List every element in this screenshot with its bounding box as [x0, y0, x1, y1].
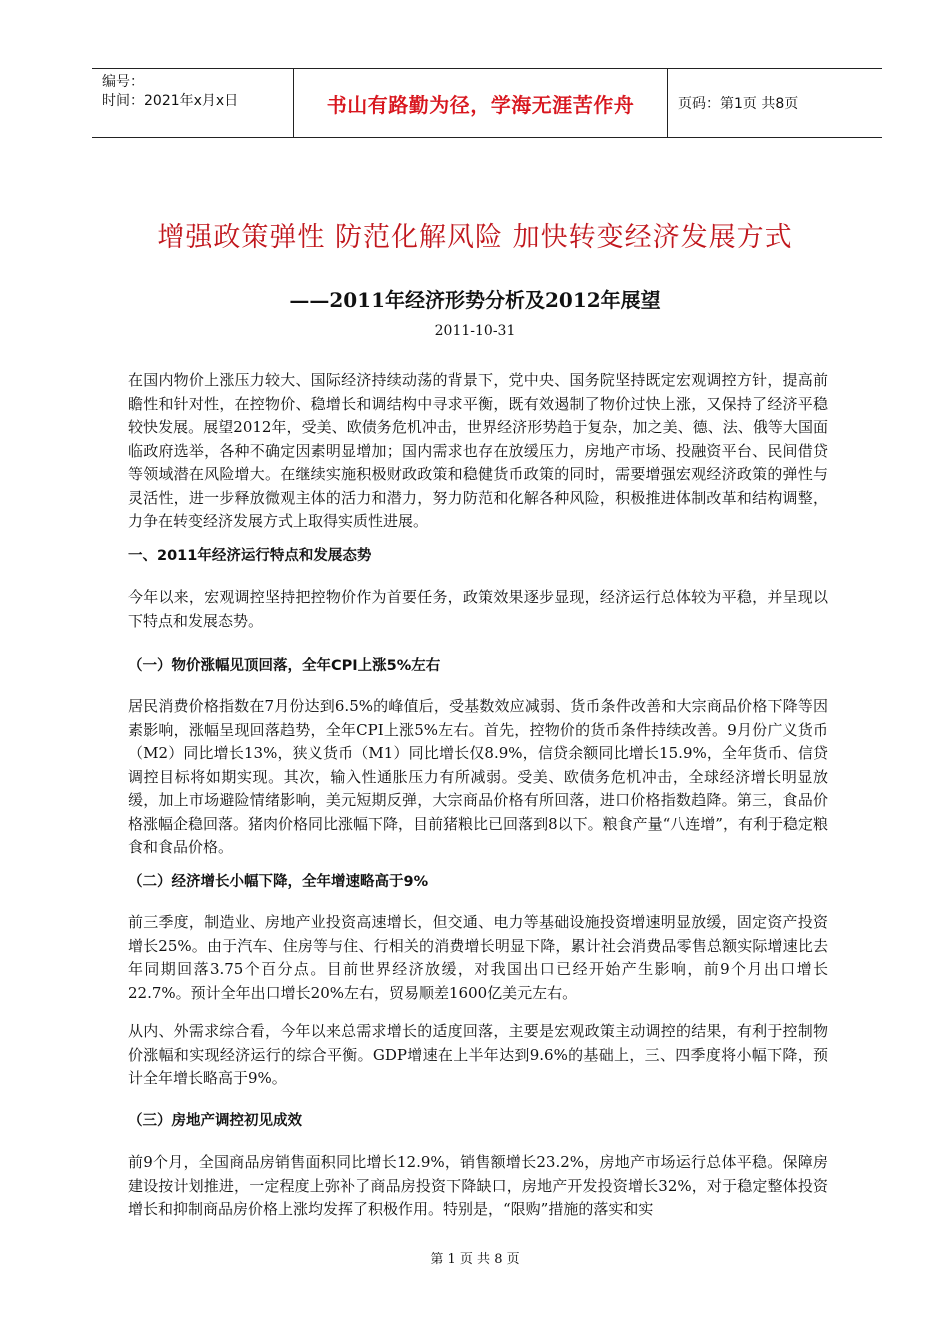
growth-paragraph-1	[128, 911, 828, 1005]
header-motto: 书山有路勤为径，学海无涯苦作舟	[294, 69, 668, 137]
cpi-text: 居民消费价格指数在7月份达到6.5%的峰值后，受基数效应减弱、货币条件改善和大宗商品价格下降等因素影响，涨幅呈现回落趋势，全年CPI上涨5%左右。首先，控物价的货币条件持续改善。9月份广义货币（M2）同比增长13%，狭义货币（M1）同比增长仅8.9%，信贷余额同比增长15.9%，全年货币、信贷调控目标将如期实现。其次，输入性通胀压力有所减弱。受美、欧债务危机冲击，全球经济增长明显放缓，加上市场避险情绪影响，美元短期反弹，大宗商品价格有所回落，进口价格指数趋降。第三，食品价格涨幅企稳回落。猪肉价格同比涨幅下降，目前猪粮比已回落到8以下。粮食产量“八连增”，有利于稳定粮食和食品价格。	[128, 697, 828, 856]
intro-text: 在国内物价上涨压力较大、国际经济持续动荡的背景下，党中央、国务院坚持既定宏观调控方针，提高前瞻性和针对性，在控物价、稳增长和调结构中寻求平衡，既有效遏制了物价过快上涨，又保持了经济平稳较快发展。展望2012年，受美、欧债务危机冲击，世界经济形势趋于复杂，加之美、德、法、俄等大国面临政府选举，各种不确定因素明显增加；国内需求也存在放缓压力，房地产市场、投融资平台、民间借贷等领域潜在风险增大。在继续实施积极财政政策和稳健货币政策的同时，需要增强宏观经济政策的弹性与灵活性，进一步释放微观主体的活力和潜力，努力防范和化解各种风险，积极推进体制改革和结构调整，力争在转变经济发展方式上取得实质性进展。	[128, 371, 828, 530]
time-label: 时间：2021年x月x日	[102, 93, 239, 109]
section1-heading: 一、2011年经济运行特点和发展态势	[128, 548, 372, 564]
document-subtitle: ——2011年经济形势分析及2012年展望	[289, 288, 661, 312]
header-page-info: 页码：第1页 共8页	[678, 96, 799, 112]
growth-text-1: 前三季度，制造业、房地产业投资高速增长，但交通、电力等基础设施投资增速明显放缓，固定资产投资增长25%。由于汽车、住房等与住、行相关的消费增长明显下降，累计社会消费品零售总额实际增速比去年同期回落3.75个百分点。目前世界经济放缓，对我国出口已经开始产生影响，前9个月出口增长22.7%。预计全年出口增长20%左右，贸易顺差1600亿美元左右。	[128, 913, 828, 1002]
cpi-paragraph	[128, 695, 828, 860]
intro-paragraph	[128, 369, 828, 534]
realestate-paragraph	[128, 1151, 828, 1222]
page-footer: 第 1 页 共 8 页	[430, 1252, 520, 1267]
document-date: 2011-10-31	[434, 323, 516, 339]
header-meta	[92, 69, 294, 137]
document-header	[92, 68, 882, 138]
subsection2-heading: （二）经济增长小幅下降，全年增速略高于9%	[128, 874, 429, 890]
subsection1-heading: （一）物价涨幅见顶回落，全年CPI上涨5%左右	[128, 658, 441, 674]
subsection3-heading: （三）房地产调控初见成效	[128, 1113, 302, 1129]
growth-paragraph-2	[128, 1020, 828, 1091]
growth-text-2: 从内、外需求综合看，今年以来总需求增长的适度回落，主要是宏观政策主动调控的结果，有利于控制物价涨幅和实现经济运行的综合平衡。GDP增速在上半年达到9.6%的基础上，三、四季度将小幅下降，预计全年增长略高于9%。	[128, 1022, 828, 1087]
document-title: 增强政策弹性 防范化解风险 加快转变经济发展方式	[157, 222, 793, 253]
section1-intro-text: 今年以来，宏观调控坚持把控物价作为首要任务，政策效果逐步显现，经济运行总体较为平稳，并呈现以下特点和发展态势。	[128, 588, 828, 630]
realestate-text: 前9个月，全国商品房销售面积同比增长12.9%，销售额增长23.2%，房地产市场运行总体平稳。保障房建设按计划推进，一定程度上弥补了商品房投资下降缺口，房地产开发投资增长32%，对于稳定整体投资增长和抑制商品房价格上涨均发挥了积极作用。特别是，“限购”措施的落实和实	[128, 1153, 828, 1218]
number-label: 编号：	[102, 74, 144, 90]
section1-intro-paragraph	[128, 586, 828, 633]
